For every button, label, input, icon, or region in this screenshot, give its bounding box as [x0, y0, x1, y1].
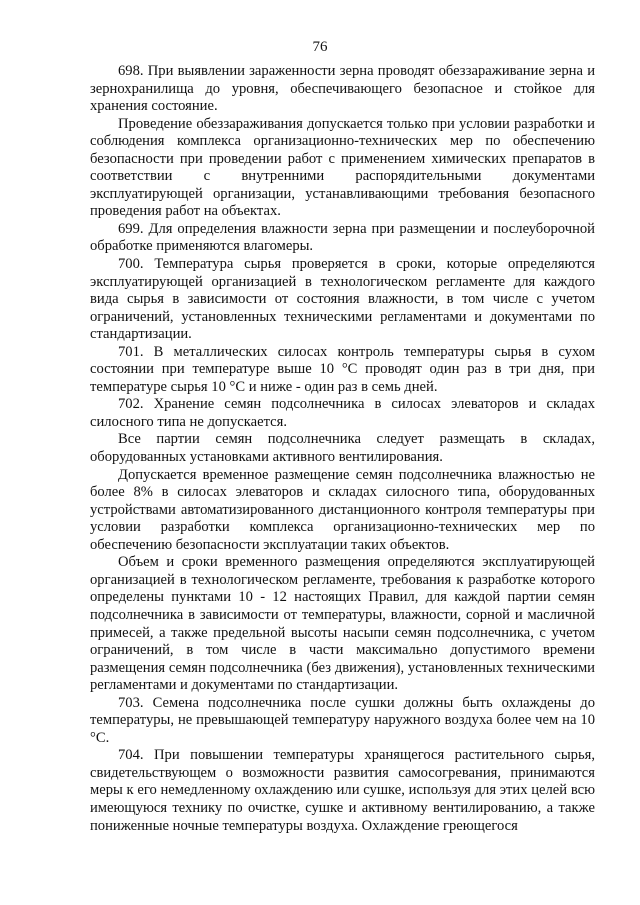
paragraph-placement-volume: Объем и сроки временного размещения определяются эксплуатирующей организацией в технологическом регламенте, требования к разработке которого определены пунктами 10 - 12 настоящих Правил, для каждой партии семян подсолнечника в зависимости от температуры, влажности, сорной и масличной примесей, а также предельной высоты насыпи семян подсолнечника, с учетом ограничений, в том числе в части максимально допустимого времени размещения семян подсолнечника (без движения), установленных техническими регламентами и документами по стандартизации. [90, 554, 595, 694]
paragraph-temporary-placement: Допускается временное размещение семян подсолнечника влажностью не более 8% в силосах элеваторов и складах силосного типа, оборудованных устройствами автоматизированного дистанционного контроля температуры при условии разработки комплекса организационно-технических мер по обеспечению безопасности эксплуатации таких объектов. [90, 466, 595, 553]
paragraph-sunflower-storage: Все партии семян подсолнечника следует размещать в складах, оборудованных установками активного вентилирования. [90, 431, 595, 466]
paragraph-700: 700. Температура сырья проверяется в сроки, которые определяются эксплуатирующей организацией в технологическом регламенте для каждого вида сырья в зависимости от состояния влажности, в том числе с учетом ограничений, установленных техническими регламентами и документами по стандартизации. [90, 256, 595, 343]
paragraph-701: 701. В металлических силосах контроль температуры сырья в сухом состоянии при температуре выше 10 °С проводят один раз в три дня, при температуре сырья 10 °С и ниже - один раз в семь дней. [90, 343, 595, 395]
paragraph-disinfection-conditions: Проведение обеззараживания допускается только при условии разработки и соблюдения комплекса организационно-технических мер по обеспечению безопасности при проведении работ с применением химических препаратов в соответствии с внутренними распорядительными документами эксплуатирующей организации, устанавливающими требования безопасного проведения работ на объектах. [90, 115, 595, 220]
document-body [90, 63, 595, 835]
paragraph-702: 702. Хранение семян подсолнечника в силосах элеваторов и складах силосного типа не допускается. [90, 396, 595, 430]
paragraph-704: 704. При повышении температуры хранящегося растительного сырья, свидетельствующем о возможности развития самосогревания, принимаются меры к его немедленному охлаждению или сушке, используя для этих целей всю имеющуюся технику по очистке, сушке и активному вентилированию, а также пониженные ночные температуры воздуха. Охлаждение греющегося [90, 747, 595, 834]
paragraph-699: 699. Для определения влажности зерна при размещении и послеуборочной обработке применяются влагомеры. [90, 220, 595, 255]
page-number: 76 [312, 39, 328, 55]
paragraph-698: 698. При выявлении зараженности зерна проводят обеззараживание зерна и зернохранилища до уровня, обеспечивающего безопасное и стойкое для хранения состояние. [90, 63, 595, 115]
paragraph-703: 703. Семена подсолнечника после сушки должны быть охлаждены до температуры, не превышающей температуру наружного воздуха более чем на 10 °С. [90, 694, 595, 746]
